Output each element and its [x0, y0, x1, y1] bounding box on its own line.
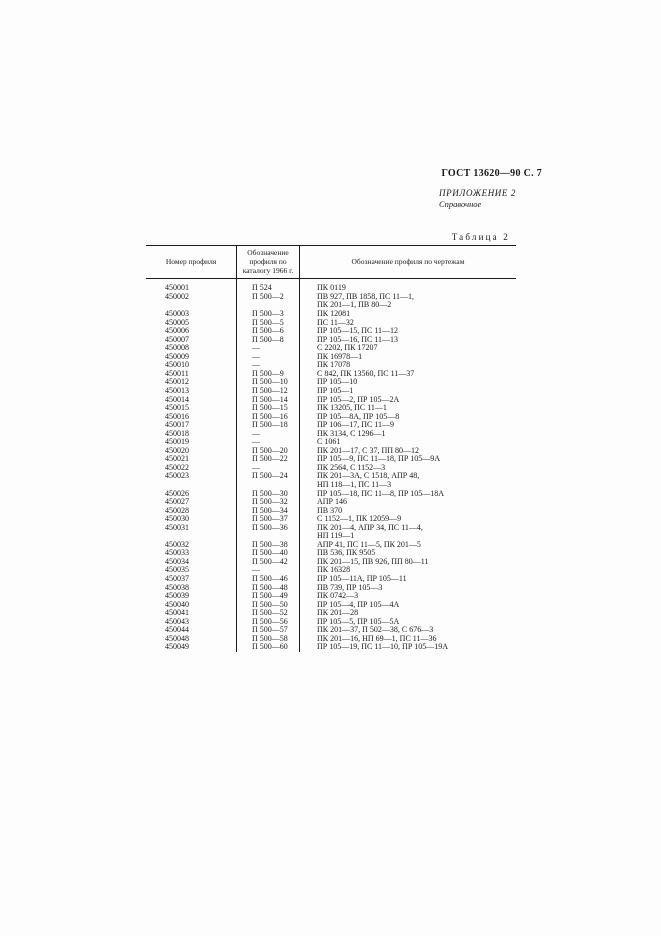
catalog-designation-cell: П 500—37 — [237, 515, 300, 524]
profile-number-cell: 450016 — [165, 411, 189, 421]
drawing-designation-cell: ПР 105—11А, ПР 105—11 — [317, 573, 407, 583]
drawing-designation-cell: ПК 201—17, С 37, ПП 80—12 — [317, 445, 420, 455]
catalog-designation-cell: П 500—15 — [237, 404, 300, 413]
profile-number-cell: 450030 — [165, 514, 189, 524]
catalog-designation-cell: П 500—48 — [237, 584, 300, 593]
profile-number-cell: 450041 — [165, 608, 189, 618]
drawing-designation-cell: ПР 105—9, ПС 11—18, ПР 105—9А — [317, 454, 441, 464]
drawing-designation-cell: ПК 201—4, АПР 34, ПС 11—4, — [317, 522, 423, 532]
drawing-designation-cell: ПВ 536, ПК 9505 — [317, 548, 376, 558]
drawing-designation-cell: АПР 41, ПС 11—5, ПК 201—5 — [317, 539, 421, 549]
catalog-designation-cell: П 500—3 — [237, 310, 300, 319]
drawing-designation-cell: ПК 201—1, ПВ 80—2 — [317, 300, 392, 310]
drawing-designation-cell: ПК 201—16, НП 69—1, ПС 11—36 — [317, 633, 437, 643]
drawing-designation-cell: ПС 11—32 — [317, 317, 354, 327]
catalog-designation-cell: П 500—5 — [237, 319, 300, 328]
profile-number-cell: 450043 — [165, 616, 189, 626]
profile-number-cell: 450026 — [165, 488, 189, 498]
drawing-designation-cell: ПК 201—15, ПВ 926, ПП 80—11 — [317, 556, 429, 566]
drawing-designation-cell: ПР 105—16, ПС 11—13 — [317, 334, 399, 344]
profile-number-cell: 450006 — [165, 326, 189, 336]
drawing-designation-cell: ПК 16328 — [317, 565, 351, 575]
header-row — [146, 246, 516, 279]
drawing-designation-cell: ПВ 739, ПР 105—3 — [317, 582, 383, 592]
catalog-designation-cell: — — [237, 438, 300, 447]
drawing-designation-cell: ПР 105—18, ПС 11—8, ПР 105—18А — [317, 488, 445, 498]
profile-number-cell: 450009 — [165, 351, 189, 361]
drawing-designation-cell: ПК 13205, ПС 11—1 — [317, 403, 387, 413]
profile-number-cell: 450037 — [165, 573, 189, 583]
profile-number-cell: 450010 — [165, 360, 189, 370]
profile-number-cell — [146, 481, 237, 490]
table-header — [146, 246, 516, 279]
profile-number-cell: 450031 — [165, 522, 189, 532]
profile-number-cell: 450001 — [165, 283, 189, 293]
profile-number-cell: 450034 — [165, 556, 189, 566]
page-header: ГОСТ 13620—90 С. 7 — [441, 168, 542, 179]
drawing-designation-cell: ПК 3134, С 1296—1 — [317, 428, 386, 438]
catalog-designation-cell: П 500—50 — [237, 601, 300, 610]
table-body — [146, 279, 516, 652]
drawing-designation-cell: ПВ 927, ПВ 1858, ПС 11—1, — [317, 291, 415, 301]
table-row — [146, 643, 516, 652]
catalog-designation-cell: П 500—20 — [237, 447, 300, 456]
catalog-designation-cell: П 500—46 — [237, 575, 300, 584]
catalog-designation-cell: П 500—52 — [237, 609, 300, 618]
catalog-designation-cell: П 500—34 — [237, 507, 300, 516]
profile-number-cell: 450003 — [165, 309, 189, 319]
profile-number-cell: 450040 — [165, 599, 189, 609]
drawing-designation-cell: ПР 105—19, ПС 11—10, ПР 105—19А — [317, 642, 449, 652]
drawing-designation-cell: ПК 201—37, П 502—38, С 676—3 — [317, 625, 434, 635]
drawing-designation-cell: С 2202, ПК 17207 — [317, 343, 378, 353]
header-catalog-1966: Обозначение профиля по каталогу 1966 г. — [237, 246, 300, 279]
catalog-designation-cell: — — [237, 353, 300, 362]
header-drawings: Обозначение профиля по чертежам — [300, 246, 517, 279]
catalog-designation-cell: — — [237, 361, 300, 370]
catalog-designation-cell: — — [237, 344, 300, 353]
catalog-designation-cell: П 500—57 — [237, 626, 300, 635]
catalog-designation-cell: П 500—18 — [237, 421, 300, 430]
profile-number-cell: 450023 — [165, 471, 189, 481]
drawing-designation-cell: НП 119—1 — [317, 531, 355, 541]
header-profile-number: Номер профиля — [146, 246, 237, 279]
profile-number-cell: 450020 — [165, 445, 189, 455]
profile-number-cell: 450017 — [165, 420, 189, 430]
profile-number-cell: 450015 — [165, 403, 189, 413]
catalog-designation-cell: П 500—38 — [237, 541, 300, 550]
catalog-designation-cell: П 500—2 — [237, 293, 300, 302]
catalog-designation-cell: П 500—56 — [237, 618, 300, 627]
catalog-designation-cell: П 500—40 — [237, 549, 300, 558]
table-row — [146, 279, 516, 293]
catalog-designation-cell: П 500—14 — [237, 396, 300, 405]
drawing-designation-cell: ПР 105—2, ПР 105—2А — [317, 394, 400, 404]
profile-table — [146, 245, 516, 652]
drawing-designation-cell: С 1152—1, ПК 12059—9 — [317, 514, 402, 524]
catalog-designation-cell: П 500—6 — [237, 327, 300, 336]
drawing-designation-cell: НП 118—1, ПС 11—3 — [317, 479, 392, 489]
profile-number-cell: 450012 — [165, 377, 189, 387]
drawing-designation-cell: С 842, ПК 13560, ПС 11—37 — [317, 368, 415, 378]
drawing-designation-cell: ПР 105—15, ПС 11—12 — [317, 326, 399, 336]
profile-number-cell: 450028 — [165, 505, 189, 515]
catalog-designation-cell: П 500—36 — [237, 524, 300, 533]
profile-number-cell: 450044 — [165, 625, 189, 635]
catalog-designation-cell: П 500—32 — [237, 498, 300, 507]
profile-number-cell: 450011 — [165, 368, 189, 378]
drawing-designation-cell: ПК 201—3А, С 1518, АПР 48, — [317, 471, 420, 481]
catalog-designation-cell: П 500—22 — [237, 455, 300, 464]
drawing-designation-cell: ПК 201—28 — [317, 608, 359, 618]
drawing-designation-cell: С 1061 — [317, 437, 341, 447]
profile-number-cell — [146, 532, 237, 541]
catalog-designation-cell: П 500—60 — [237, 643, 300, 652]
profile-number-cell: 450033 — [165, 548, 189, 558]
catalog-designation-cell: П 500—12 — [237, 387, 300, 396]
catalog-designation-cell: П 500—30 — [237, 490, 300, 499]
appendix-type: Справочное — [439, 199, 482, 209]
drawing-designation-cell: ПК 16978—1 — [317, 351, 363, 361]
drawing-designation-cell: ПК 0742—3 — [317, 591, 359, 601]
drawing-designation-cell: ПР 105—1 — [317, 385, 354, 395]
profile-number-cell: 450021 — [165, 454, 189, 464]
profile-number-cell: 450035 — [165, 565, 189, 575]
drawing-designation-cell: ПР 105—8А, ПР 105—8 — [317, 411, 400, 421]
catalog-designation-cell: П 500—10 — [237, 378, 300, 387]
profile-number-cell: 450002 — [165, 291, 189, 301]
catalog-designation-cell: — — [237, 566, 300, 575]
drawing-designation-cell: ПР 106—17, ПС 11—9 — [317, 420, 395, 430]
profile-number-cell — [146, 301, 237, 310]
table-caption: Таблица 2 — [451, 232, 510, 242]
catalog-designation-cell: П 500—16 — [237, 413, 300, 422]
profile-number-cell: 450032 — [165, 539, 189, 549]
profile-number-cell: 450022 — [165, 462, 189, 472]
profile-number-cell: 450008 — [165, 343, 189, 353]
profile-number-cell: 450005 — [165, 317, 189, 327]
profile-number-cell: 450048 — [165, 633, 189, 643]
drawing-designation-cell: АПР 146 — [317, 497, 348, 507]
profile-number-cell: 450049 — [165, 642, 189, 652]
profile-number-cell: 450027 — [165, 497, 189, 507]
profile-number-cell: 450018 — [165, 428, 189, 438]
catalog-designation-cell: П 500—49 — [237, 592, 300, 601]
catalog-designation-cell: П 500—58 — [237, 635, 300, 644]
drawing-designation-cell: ПВ 370 — [317, 505, 343, 515]
drawing-designation-cell: ПР 105—10 — [317, 377, 358, 387]
catalog-designation-cell: — — [237, 430, 300, 439]
catalog-designation-cell: П 524 — [237, 279, 300, 293]
appendix-label: ПРИЛОЖЕНИЕ 2 — [439, 188, 516, 198]
profile-number-cell: 450007 — [165, 334, 189, 344]
profile-number-cell: 450038 — [165, 582, 189, 592]
profile-number-cell: 450039 — [165, 591, 189, 601]
catalog-designation-cell: — — [237, 464, 300, 473]
drawing-designation-cell: ПР 105—4, ПР 105—4А — [317, 599, 400, 609]
drawing-designation-cell: ПК 17078 — [317, 360, 351, 370]
catalog-designation-cell: П 500—24 — [237, 472, 300, 481]
drawing-designation-cell: ПР 105—5, ПР 105—5А — [317, 616, 400, 626]
profile-number-cell: 450019 — [165, 437, 189, 447]
profile-number-cell: 450013 — [165, 385, 189, 395]
drawing-designation-cell: ПК 0119 — [317, 283, 346, 293]
catalog-designation-cell: П 500—42 — [237, 558, 300, 567]
profile-number-cell: 450014 — [165, 394, 189, 404]
catalog-designation-cell: П 500—8 — [237, 336, 300, 345]
catalog-designation-cell: П 500—9 — [237, 370, 300, 379]
drawing-designation-cell: ПК 2564, С 1152—3 — [317, 462, 386, 472]
drawing-designation-cell: ПК 12081 — [317, 309, 351, 319]
